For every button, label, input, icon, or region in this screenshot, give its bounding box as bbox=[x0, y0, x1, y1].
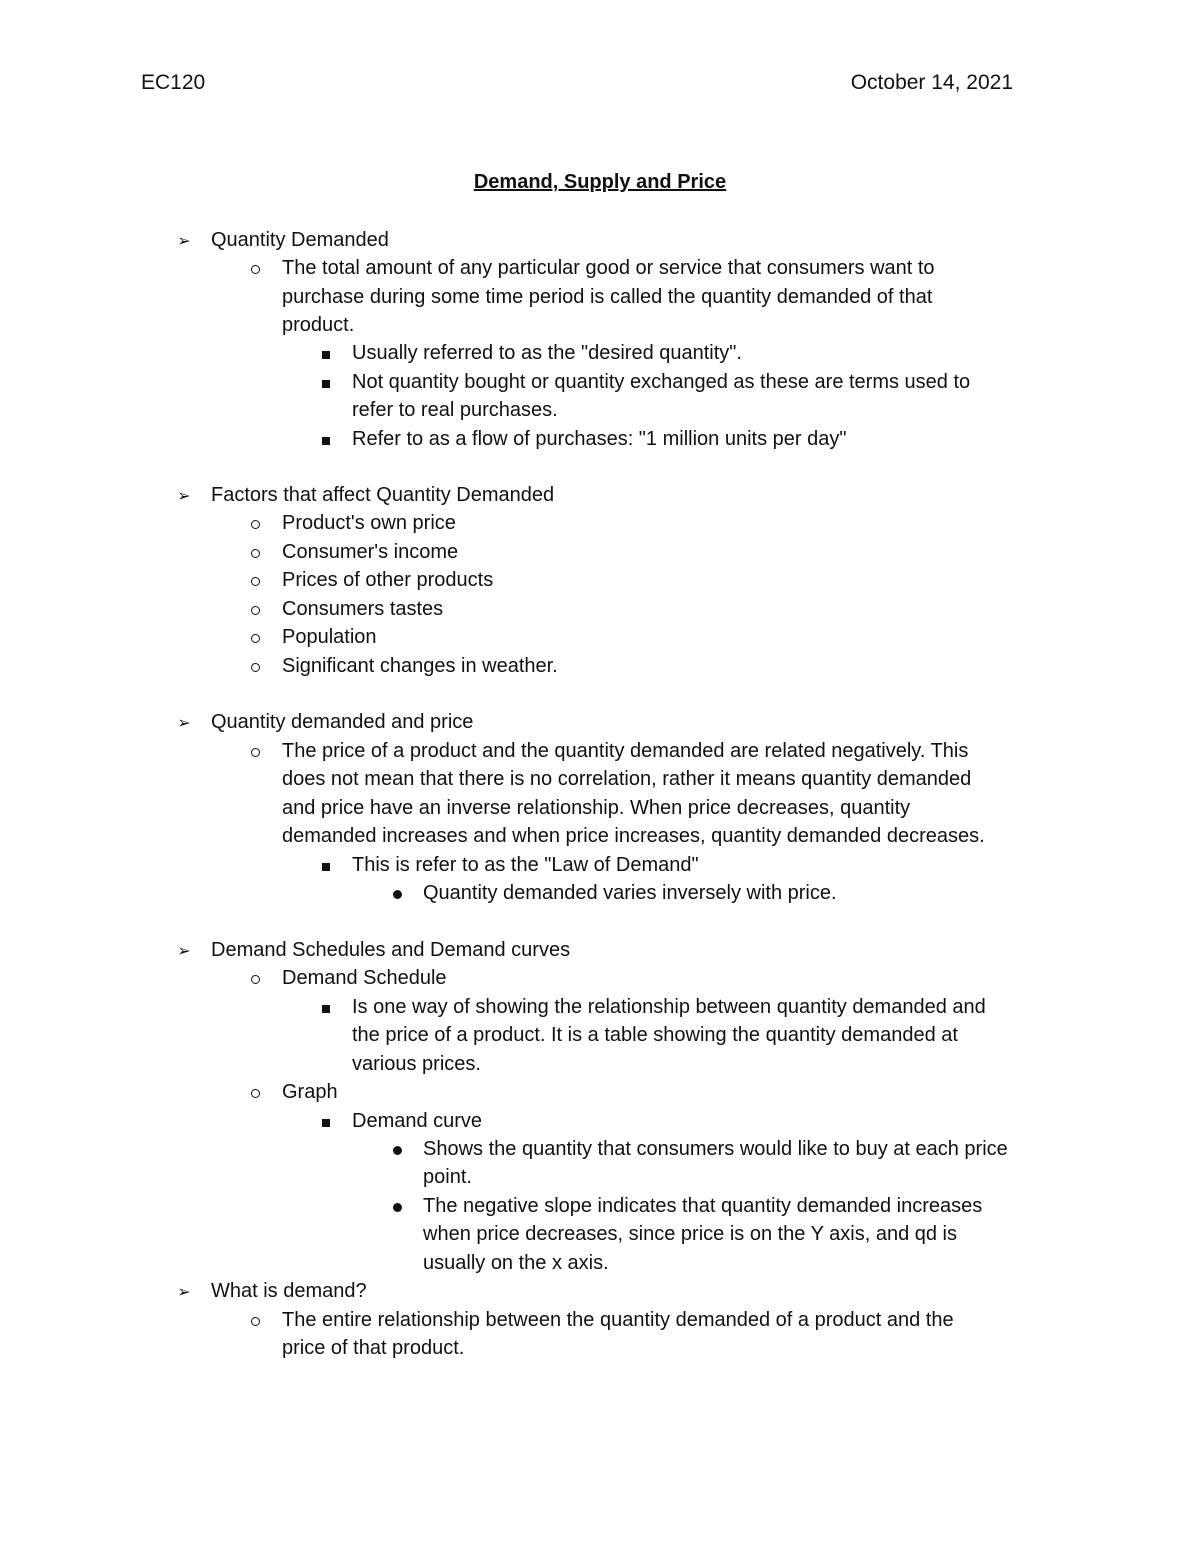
hollow-circle-bullet-icon bbox=[245, 509, 265, 537]
hollow-circle-bullet-icon bbox=[245, 1306, 265, 1334]
list-item-text: Demand curve bbox=[352, 1110, 483, 1132]
list-item-text: The entire relationship between the quantity demanded of a product and the bbox=[282, 1309, 954, 1331]
arrowhead-bullet-icon: ➢ bbox=[177, 233, 191, 250]
hollow-circle-bullet-icon bbox=[245, 566, 265, 594]
arrowhead-bullet-icon: ➢ bbox=[177, 943, 191, 960]
document-date: October 14, 2021 bbox=[850, 71, 1013, 94]
hollow-circle-bullet-icon bbox=[245, 538, 265, 566]
hollow-circle-bullet-icon bbox=[245, 1078, 265, 1106]
hollow-circle-bullet-icon bbox=[245, 964, 265, 992]
section-heading-factors: Factors that affect Quantity Demanded bbox=[211, 484, 555, 506]
list-item-text: Population bbox=[282, 626, 377, 648]
list-item-text: usually on the x axis. bbox=[423, 1252, 609, 1274]
square-bullet-icon bbox=[316, 993, 336, 1021]
list-item-text: price of that product. bbox=[282, 1337, 465, 1359]
list-item-text: Refer to as a flow of purchases: "1 million units per day" bbox=[352, 428, 847, 450]
list-item-text: Product's own price bbox=[282, 512, 456, 534]
section-heading-demand-schedules: Demand Schedules and Demand curves bbox=[211, 939, 571, 961]
list-item-text: various prices. bbox=[352, 1053, 481, 1075]
list-item-text: Is one way of showing the relationship between quantity demanded and bbox=[352, 996, 986, 1018]
list-item-text: Quantity demanded varies inversely with price. bbox=[423, 882, 837, 904]
list-item-text: The price of a product and the quantity demanded are related negatively. This bbox=[282, 740, 969, 762]
section-heading-quantity-and-price: Quantity demanded and price bbox=[211, 711, 474, 733]
list-item-text: Significant changes in weather. bbox=[282, 655, 558, 677]
filled-circle-bullet-icon bbox=[387, 1192, 407, 1220]
hollow-circle-bullet-icon bbox=[245, 254, 265, 282]
list-item-text: Shows the quantity that consumers would like to buy at each price bbox=[423, 1138, 1008, 1160]
hollow-circle-bullet-icon bbox=[245, 652, 265, 680]
hollow-circle-bullet-icon bbox=[245, 623, 265, 651]
filled-circle-bullet-icon bbox=[387, 879, 407, 907]
list-item-text: when price decreases, since price is on the Y axis, and qd is bbox=[423, 1223, 958, 1245]
arrowhead-bullet-icon: ➢ bbox=[177, 488, 191, 505]
list-item-text: demanded increases and when price increases, quantity demanded decreases. bbox=[282, 825, 985, 847]
list-item-text: refer to real purchases. bbox=[352, 399, 558, 421]
arrowhead-bullet-icon: ➢ bbox=[177, 715, 191, 732]
hollow-circle-bullet-icon bbox=[245, 737, 265, 765]
page-title: Demand, Supply and Price bbox=[473, 171, 727, 193]
square-bullet-icon bbox=[316, 851, 336, 879]
hollow-circle-bullet-icon bbox=[245, 595, 265, 623]
list-item-text: Consumers tastes bbox=[282, 598, 444, 620]
list-item-text: The total amount of any particular good or service that consumers want to bbox=[282, 257, 935, 279]
square-bullet-icon bbox=[316, 425, 336, 453]
square-bullet-icon bbox=[316, 339, 336, 367]
list-item-text: purchase during some time period is called the quantity demanded of that bbox=[282, 286, 933, 308]
list-item-text: product. bbox=[282, 314, 355, 336]
list-item-text: The negative slope indicates that quantity demanded increases bbox=[423, 1195, 983, 1217]
square-bullet-icon bbox=[316, 1107, 336, 1135]
square-bullet-icon bbox=[316, 368, 336, 396]
filled-circle-bullet-icon bbox=[387, 1135, 407, 1163]
list-item-text: Consumer's income bbox=[282, 541, 459, 563]
list-item-text: Not quantity bought or quantity exchanged as these are terms used to bbox=[352, 371, 971, 393]
section-heading-what-is-demand: What is demand? bbox=[211, 1280, 367, 1302]
section-heading-quantity-demanded: Quantity Demanded bbox=[211, 229, 389, 251]
list-item-text: This is refer to as the "Law of Demand" bbox=[352, 854, 699, 876]
list-item-text: the price of a product. It is a table showing the quantity demanded at bbox=[352, 1024, 958, 1046]
list-item-text: point. bbox=[423, 1166, 472, 1188]
course-code: EC120 bbox=[141, 71, 206, 94]
list-item-text: Demand Schedule bbox=[282, 967, 447, 989]
list-item-text: and price have an inverse relationship. When price decreases, quantity bbox=[282, 797, 911, 819]
list-item-text: does not mean that there is no correlation, rather it means quantity demanded bbox=[282, 768, 972, 790]
arrowhead-bullet-icon: ➢ bbox=[177, 1284, 191, 1301]
list-item-text: Prices of other products bbox=[282, 569, 494, 591]
list-item-text: Graph bbox=[282, 1081, 338, 1103]
list-item-text: Usually referred to as the "desired quantity". bbox=[352, 342, 742, 364]
